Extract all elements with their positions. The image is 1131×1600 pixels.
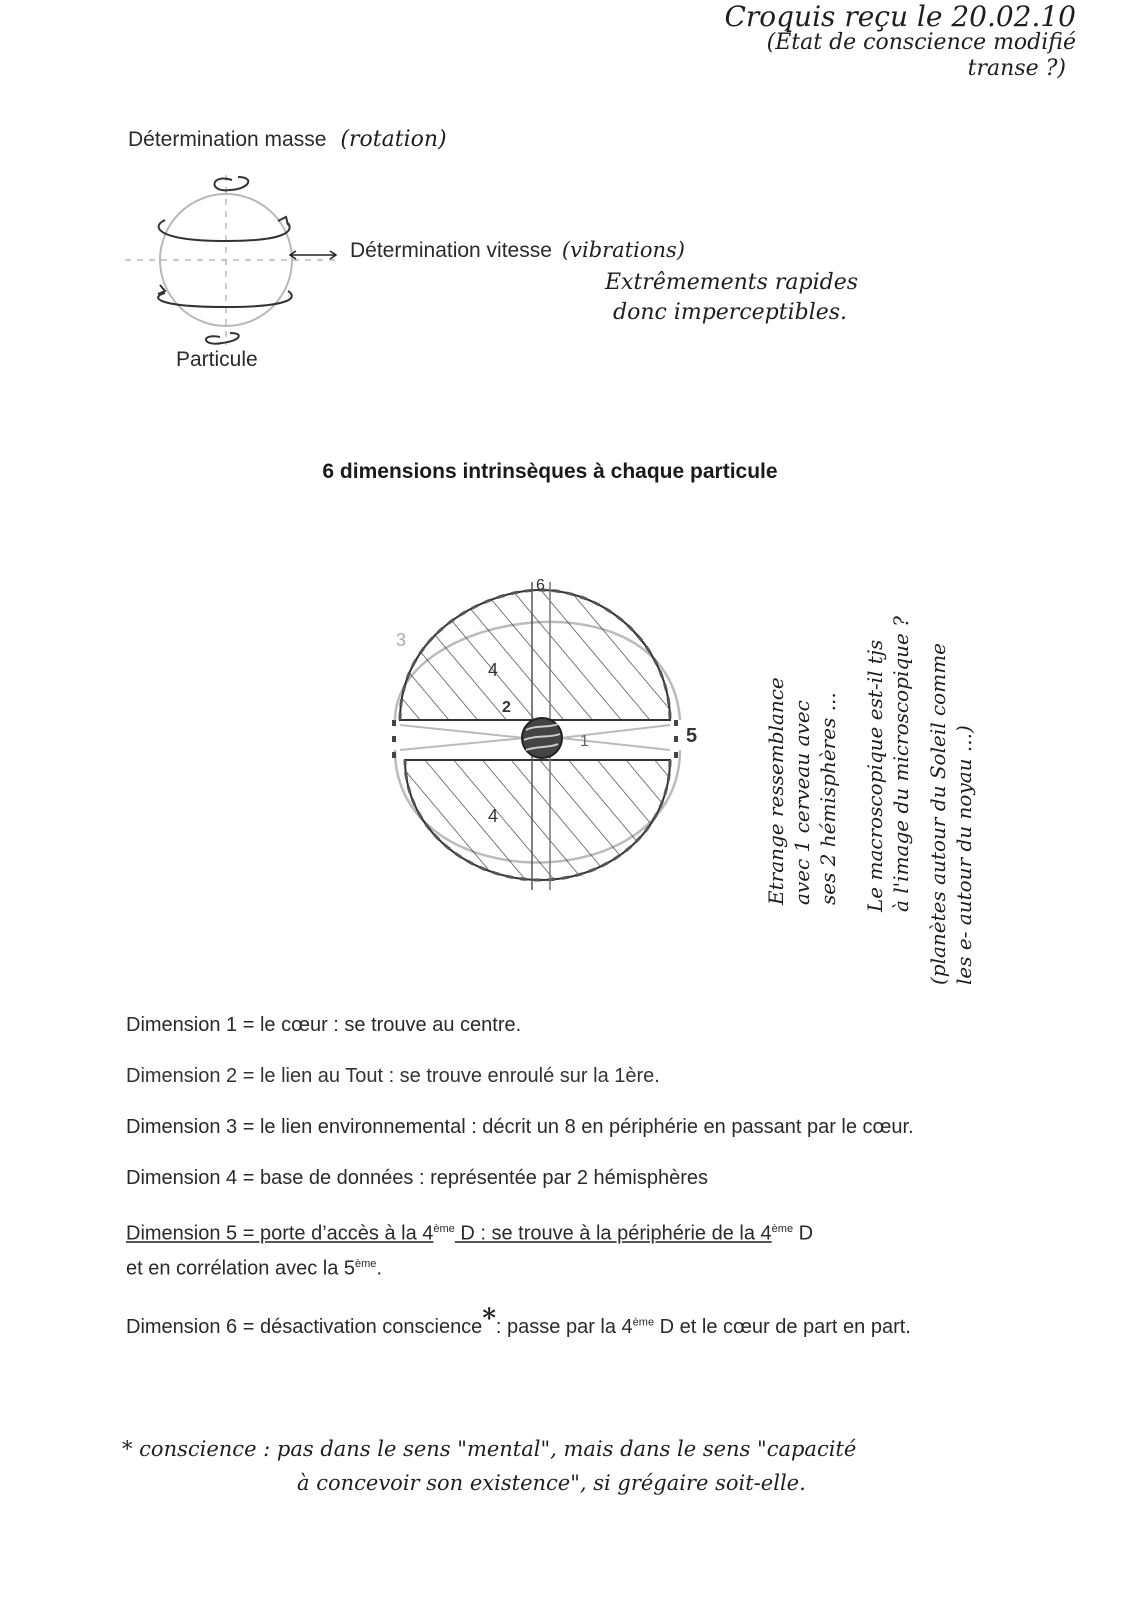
- label-dim3: 3: [396, 630, 407, 650]
- label-dim5: 5: [686, 725, 698, 747]
- definition-5: [126, 1214, 946, 1283]
- definition-5-part-c: D: [793, 1222, 814, 1245]
- definition-5-part-b: D : se trouve à la périphérie de la 4: [454, 1222, 772, 1245]
- superscript: ème: [433, 1223, 455, 1235]
- speed-comment-line1: Extrêmements rapides: [605, 270, 859, 295]
- superscript: ème: [632, 1316, 655, 1329]
- superscript: ème: [355, 1257, 377, 1270]
- mass-title-note: (rotation): [340, 127, 447, 152]
- dimensions-diagram: [380, 570, 700, 900]
- definition-5-part-d: et en corrélation avec la 5: [126, 1257, 356, 1280]
- side-note-line1: Etrange ressemblance: [764, 677, 788, 905]
- speed-note: (vibrations): [561, 238, 685, 262]
- definition-6-part-a: Dimension 6 = désactivation conscience: [126, 1316, 483, 1339]
- speed-label: [350, 238, 685, 263]
- dimensions-title: 6 dimensions intrinsèques à chaque particule: [322, 460, 778, 483]
- speed-label-text: Détermination vitesse: [350, 239, 552, 262]
- footnote-line1: * conscience : pas dans le sens "mental", mais dans le sens "capacité: [122, 1437, 857, 1461]
- side-note-line4: Le macroscopique est-il tjs: [863, 639, 887, 912]
- definition-6-part-c: D et le cœur de part en part.: [654, 1316, 911, 1339]
- definition-1: Dimension 1 = le cœur : se trouve au centre.: [126, 1014, 522, 1036]
- label-dim6: 6: [536, 577, 545, 594]
- asterisk-mark: *: [482, 1304, 496, 1335]
- particle-label: Particule: [176, 348, 258, 371]
- label-dim1: 1: [580, 733, 589, 750]
- definition-2: Dimension 2 = le lien au Tout : se trouve enroulé sur la 1ère.: [126, 1065, 660, 1087]
- particle-sketch: [110, 165, 350, 350]
- side-note-a: [763, 677, 841, 905]
- superscript: ème: [771, 1223, 794, 1235]
- side-note-b: [862, 616, 914, 912]
- mass-title-text: Détermination masse: [128, 128, 327, 151]
- definition-3: Dimension 3 = le lien environnemental : décrit un 8 en périphérie en passant par le cœur.: [126, 1116, 914, 1138]
- header-note-line1: Croquis reçu le 20.02.10: [724, 0, 1076, 33]
- footnote: [122, 1432, 856, 1500]
- definitions-list: [126, 1010, 1006, 1363]
- speed-comment-line2: donc imperceptibles.: [613, 300, 848, 325]
- definition-5-part-e: .: [376, 1257, 382, 1280]
- definition-6: [126, 1304, 966, 1342]
- definition-5-part-a: Dimension 5 = porte d’accès à la 4: [126, 1222, 434, 1245]
- definition-6-part-b: : passe par la 4: [495, 1316, 633, 1339]
- speed-comment: [605, 268, 858, 328]
- label-dim4-bottom: 4: [488, 806, 499, 826]
- side-note-line3: ses 2 hémisphères ...: [816, 692, 840, 905]
- header-note-line2: (État de conscience modifié: [766, 30, 1076, 55]
- header-note: [716, 0, 1076, 82]
- side-note-line5: à l'image du microscopique ?: [889, 616, 913, 912]
- label-dim4-top: 4: [488, 660, 499, 680]
- mass-title: [128, 127, 447, 152]
- label-dim2: 2: [502, 699, 511, 716]
- side-note-c: [925, 643, 977, 985]
- side-note-line6: (planètes autour du Soleil comme: [926, 643, 950, 985]
- header-note-line3: transe ?): [967, 56, 1066, 81]
- side-note-line7: les e- autour du noyau ...): [952, 725, 976, 985]
- side-note-line2: avec 1 cerveau avec: [790, 700, 814, 905]
- definition-4: Dimension 4 = base de données : représentée par 2 hémisphères: [126, 1167, 709, 1189]
- footnote-line2: à concevoir son existence", si grégaire soit-elle.: [297, 1471, 806, 1495]
